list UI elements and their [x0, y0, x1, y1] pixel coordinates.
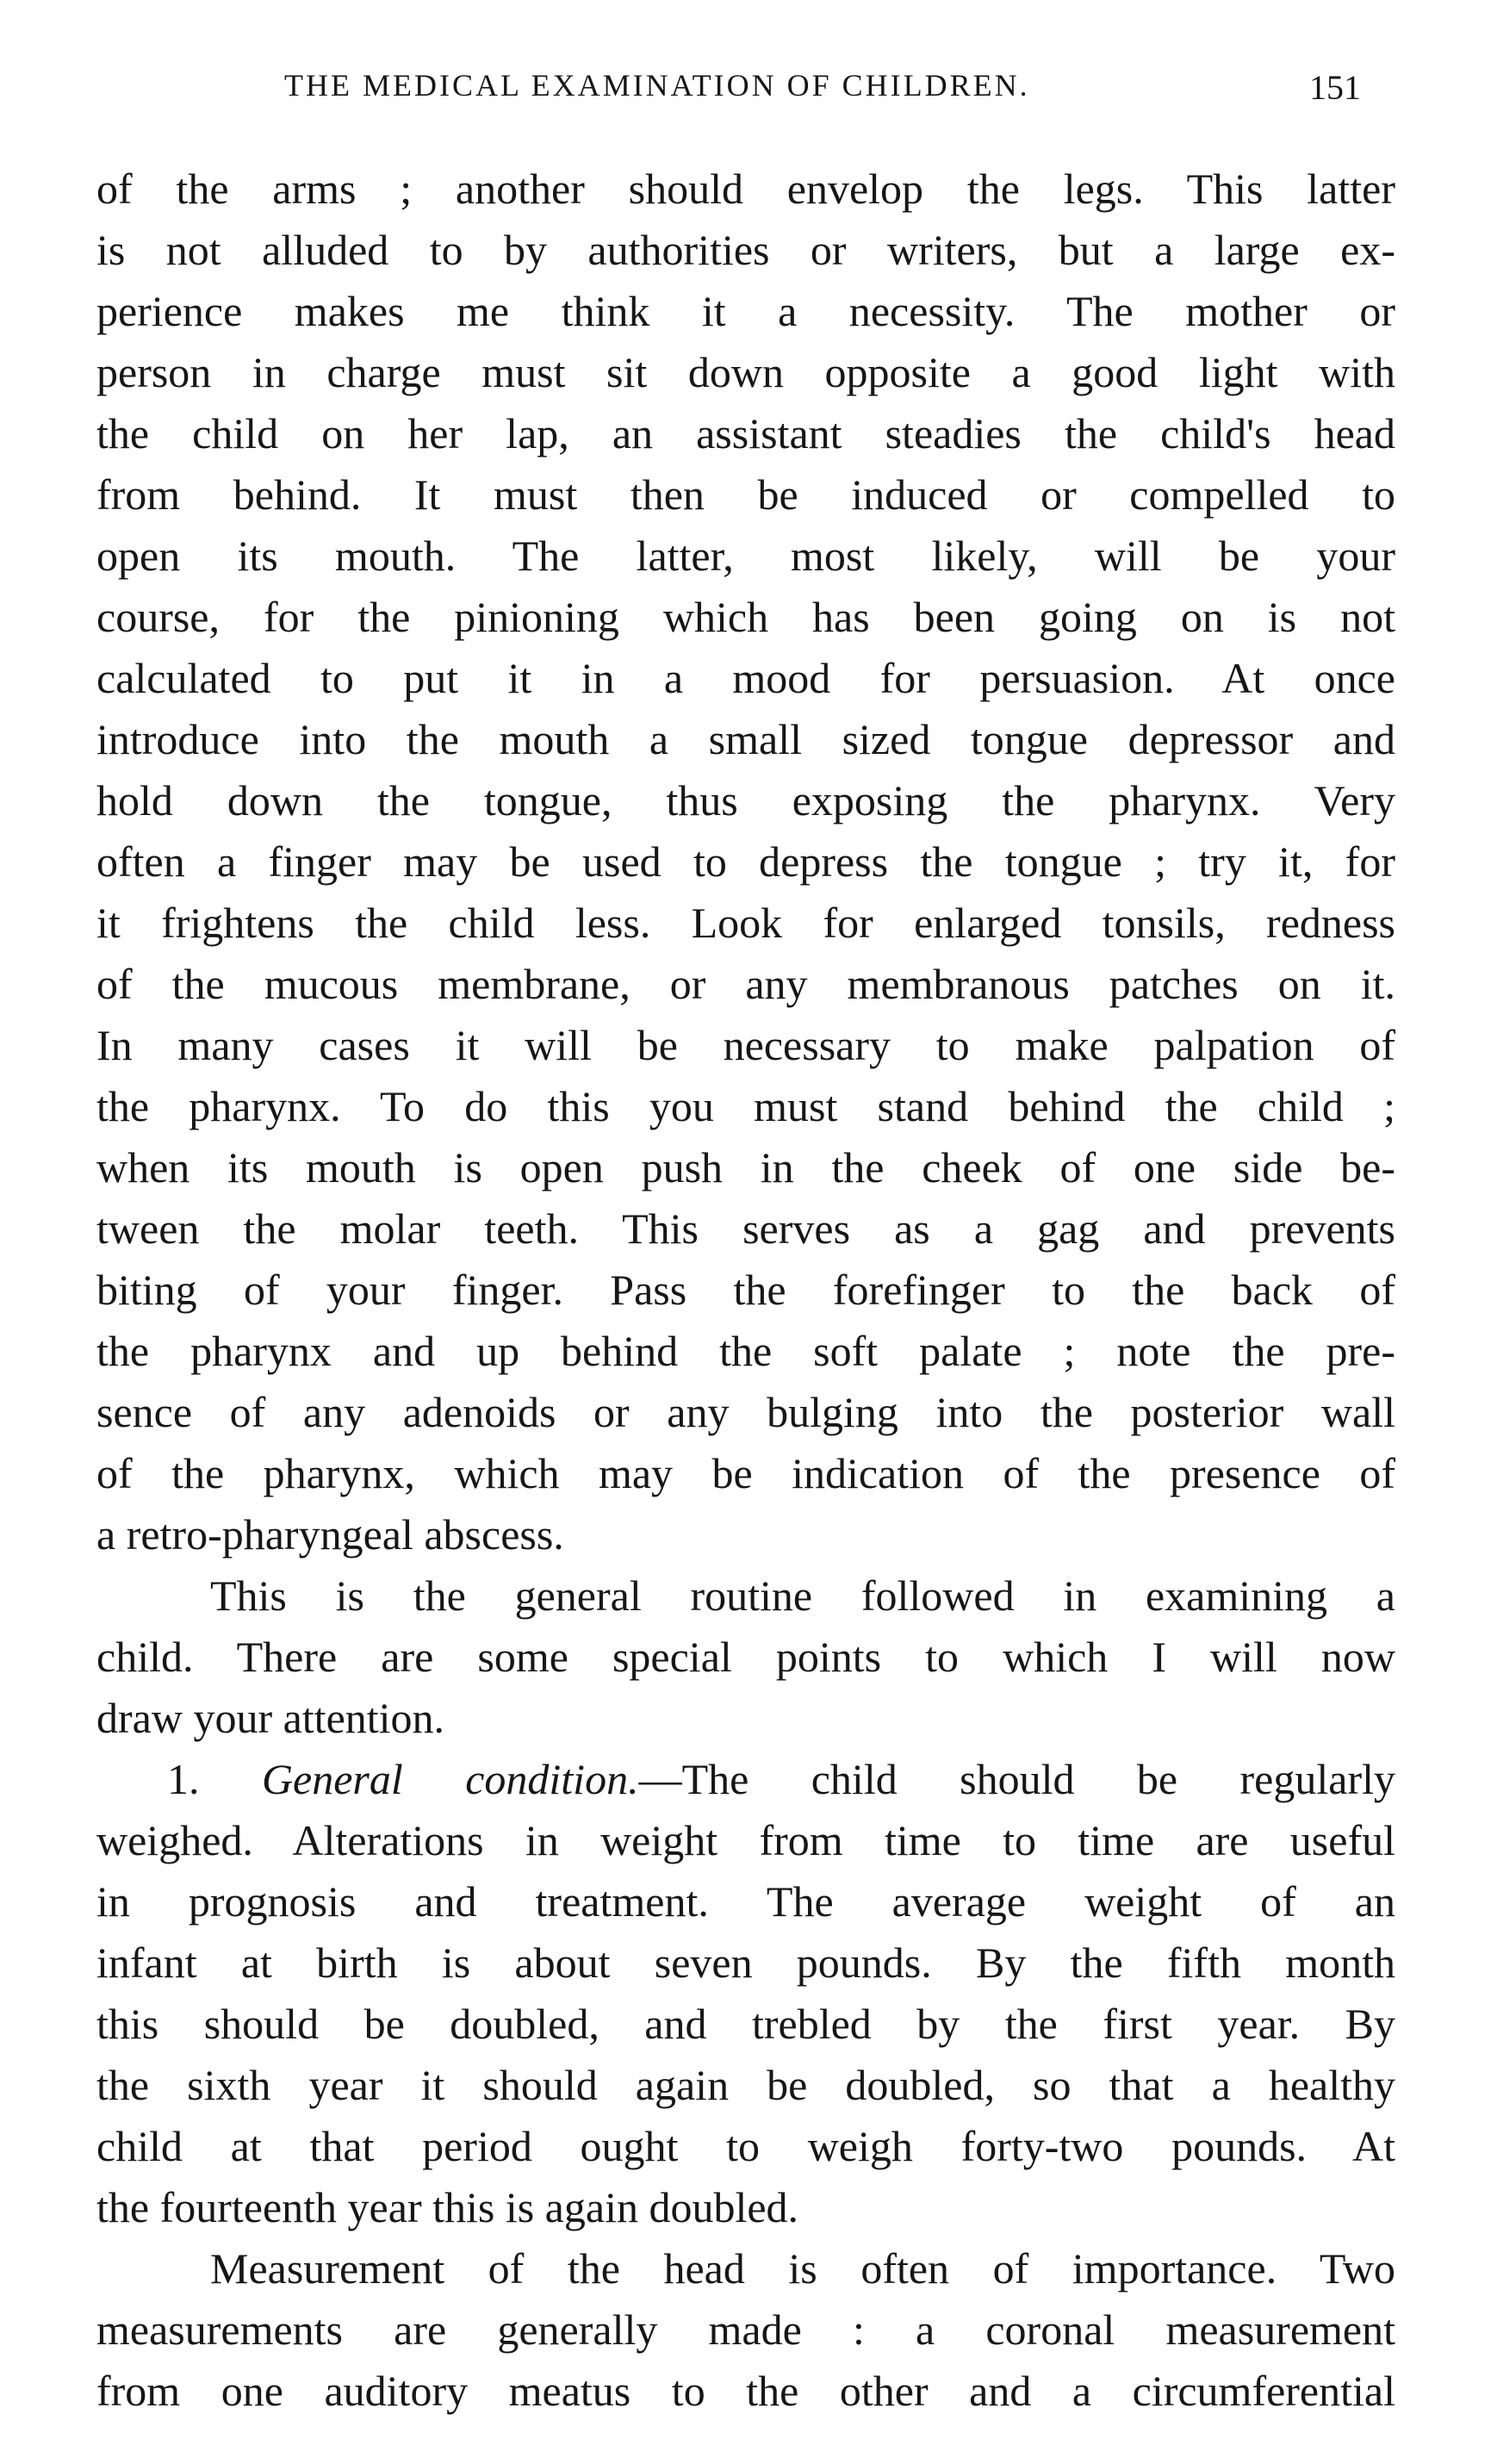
text-line: tween the molar teeth. This serves as a gag and prevents [96, 1204, 1395, 1253]
section-number: 1. [167, 1755, 200, 1803]
text-line: child. There are some special points to which I will now [96, 1633, 1395, 1681]
text-line: of the pharynx, which may be indication of the presence of [96, 1449, 1395, 1497]
text-line: is not alluded to by authorities or writers, but a large ex- [96, 226, 1395, 274]
text-line: infant at birth is about seven pounds. By the fifth month [96, 1938, 1395, 1987]
paragraph-start-line: Measurement of the head is often of importance. Two [210, 2244, 1395, 2293]
text-line: open its mouth. The latter, most likely, will be your [96, 532, 1395, 580]
paragraph-end-line: a retro-pharyngeal abscess. [96, 1510, 564, 1559]
paragraph-start-line: This is the general routine followed in examining a [210, 1571, 1395, 1620]
text-line: the sixth year it should again be doubled, so that a healthy [96, 2061, 1395, 2109]
body-text [96, 159, 1395, 2422]
text-line: course, for the pinioning which has been going on is not [96, 593, 1395, 641]
text-line: in prognosis and treatment. The average weight of an [96, 1877, 1395, 1926]
text-line: from one auditory meatus to the other and a circumferential [96, 2367, 1395, 2415]
text-line: sence of any adenoids or any bulging into the posterior wall [96, 1388, 1395, 1436]
text-line: this should be doubled, and trebled by the first year. By [96, 2000, 1395, 2048]
running-head [0, 67, 1497, 119]
text-line: hold down the tongue, thus exposing the pharynx. Very [96, 776, 1395, 824]
text-line: from behind. It must then be induced or compelled to [96, 470, 1395, 519]
section-heading-line [96, 1749, 1395, 1810]
text-line: measurements are generally made : a coronal measurement [96, 2305, 1395, 2354]
text-line: the child on her lap, an assistant steadies the child's head [96, 409, 1395, 457]
page-number: 151 [1309, 68, 1361, 107]
paragraph-end-line: the fourteenth year this is again doubled. [96, 2183, 799, 2231]
text-line: perience makes me think it a necessity. The mother or [96, 287, 1395, 335]
paragraph-end-line: draw your attention. [96, 1694, 445, 1742]
text-line: calculated to put it in a mood for persuasion. At once [96, 654, 1395, 702]
running-title: THE MEDICAL EXAMINATION OF CHILDREN. [284, 68, 1030, 103]
text-line: weighed. Alterations in weight from time to time are useful [96, 1816, 1395, 1864]
text-line: often a finger may be used to depress the tongue ; try it, for [96, 837, 1395, 886]
text-line: the pharynx. To do this you must stand behind the child ; [96, 1082, 1395, 1130]
text-line: it frightens the child less. Look for enlarged tonsils, redness [96, 899, 1395, 947]
text-line: In many cases it will be necessary to make palpation of [96, 1021, 1395, 1069]
section-heading-rest: —The child should be regularly [638, 1755, 1395, 1803]
section-heading: General condition. [261, 1755, 639, 1803]
text-line: child at that period ought to weigh forty-two pounds. At [96, 2122, 1395, 2170]
text-line: the pharynx and up behind the soft palate ; note the pre- [96, 1327, 1395, 1375]
text-line: of the arms ; another should envelop the legs. This latter [96, 165, 1395, 213]
text-line: introduce into the mouth a small sized tongue depressor and [96, 715, 1395, 763]
text-line: when its mouth is open push in the cheek of one side be- [96, 1143, 1395, 1192]
text-line: person in charge must sit down opposite a good light with [96, 348, 1395, 396]
text-line: of the mucous membrane, or any membranous patches on it. [96, 960, 1395, 1008]
text-line: biting of your finger. Pass the forefinger to the back of [96, 1266, 1395, 1314]
